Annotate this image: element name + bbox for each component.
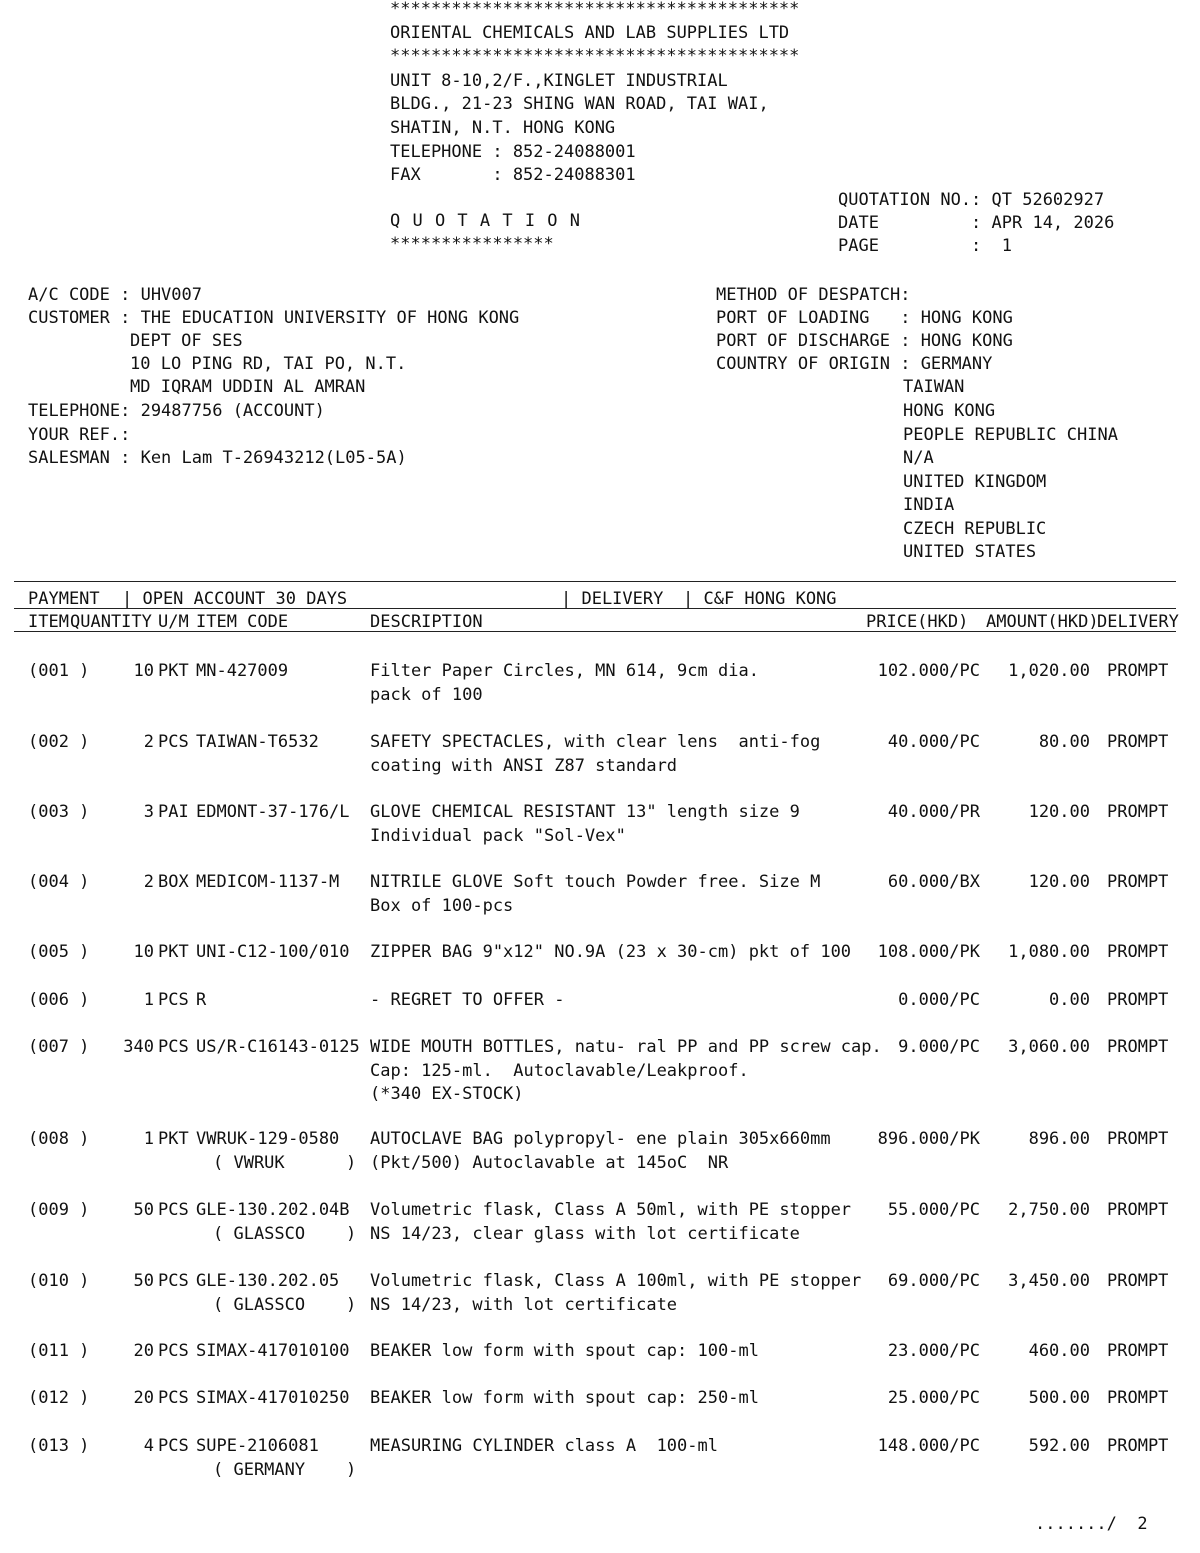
item-number: (012 ) [28, 1388, 90, 1408]
item-description-line: BEAKER low form with spout cap: 250-ml [370, 1388, 759, 1408]
country-origin-item: CZECH REPUBLIC [903, 519, 1047, 539]
item-code: US/R-C16143-0125 [196, 1037, 360, 1057]
country-origin-item: HONG KONG [903, 401, 996, 421]
item-delivery: PROMPT [1107, 732, 1169, 752]
item-um: PKT [158, 1129, 189, 1149]
item-um: PCS [158, 1271, 189, 1291]
col-item: ITEM [28, 612, 69, 632]
document-title: Q U O T A T I O N [390, 211, 581, 231]
item-code: MEDICOM-1137-M [196, 872, 340, 892]
item-description-line: SAFETY SPECTACLES, with clear lens anti-fog [370, 732, 821, 752]
item-code-brand: ( GERMANY ) [213, 1459, 357, 1480]
item-um: PCS [158, 1200, 189, 1220]
col-price: PRICE(HKD) [866, 612, 969, 632]
item-price: 148.000/PC [877, 1436, 980, 1456]
item-amount: 500.00 [1028, 1388, 1090, 1408]
item-number: (011 ) [28, 1341, 90, 1361]
customer-address-line-1: DEPT OF SES [130, 331, 243, 351]
item-quantity: 50 [133, 1200, 154, 1220]
item-price: 896.000/PK [877, 1129, 980, 1149]
quotation-number: QUOTATION NO.: QT 52602927 [838, 190, 1105, 210]
item-description-line: - REGRET TO OFFER - [370, 990, 565, 1010]
item-description-line: Volumetric flask, Class A 100ml, with PE stopper [370, 1271, 862, 1291]
item-quantity: 1 [143, 1129, 154, 1149]
item-delivery: PROMPT [1107, 661, 1169, 681]
item-price: 23.000/PC [887, 1341, 980, 1361]
company-stars-top: **************************************** [390, 0, 800, 19]
country-origin-item: UNITED KINGDOM [903, 472, 1047, 492]
item-number: (010 ) [28, 1271, 90, 1291]
header-bottom-rule [14, 631, 1176, 632]
country-origin-item: UNITED STATES [903, 542, 1037, 562]
item-price: 9.000/PC [898, 1037, 980, 1057]
item-amount: 1,080.00 [1008, 942, 1090, 962]
item-amount: 3,450.00 [1008, 1271, 1090, 1291]
document-title-stars: **************** [390, 234, 554, 254]
port-of-discharge: PORT OF DISCHARGE : HONG KONG [716, 331, 1013, 351]
terms-top-rule [14, 581, 1176, 582]
company-telephone: TELEPHONE : 852-24088001 [390, 142, 636, 162]
country-origin-item: INDIA [903, 495, 955, 515]
item-code-brand: ( GLASSCO ) [213, 1294, 357, 1315]
item-delivery: PROMPT [1107, 802, 1169, 822]
item-code: VWRUK-129-0580 [196, 1129, 340, 1149]
item-number: (001 ) [28, 661, 90, 681]
item-description-line: NITRILE GLOVE Soft touch Powder free. Size M [370, 872, 821, 892]
delivery-label: | DELIVERY [561, 589, 664, 609]
item-code: UNI-C12-100/010 [196, 942, 350, 962]
item-description-line: Box of 100-pcs [370, 895, 514, 916]
continued-marker: ......./ 2 [1035, 1514, 1148, 1534]
method-of-despatch: METHOD OF DESPATCH: [716, 285, 911, 305]
port-of-loading: PORT OF LOADING : HONG KONG [716, 308, 1013, 328]
item-quantity: 340 [123, 1037, 154, 1057]
item-price: 55.000/PC [887, 1200, 980, 1220]
company-fax: FAX : 852-24088301 [390, 165, 636, 185]
item-um: BOX [158, 872, 189, 892]
item-amount: 1,020.00 [1008, 661, 1090, 681]
item-number: (007 ) [28, 1037, 90, 1057]
col-delivery: DELIVERY [1097, 612, 1179, 632]
item-delivery: PROMPT [1107, 1388, 1169, 1408]
item-amount: 2,750.00 [1008, 1200, 1090, 1220]
item-price: 60.000/BX [887, 872, 980, 892]
item-um: PCS [158, 1388, 189, 1408]
item-amount: 0.00 [1049, 990, 1090, 1010]
item-um: PCS [158, 990, 189, 1010]
item-description-line: GLOVE CHEMICAL RESISTANT 13" length size 9 [370, 802, 800, 822]
item-delivery: PROMPT [1107, 1341, 1169, 1361]
item-um: PKT [158, 661, 189, 681]
item-number: (005 ) [28, 942, 90, 962]
item-amount: 120.00 [1028, 802, 1090, 822]
country-origin-item: N/A [903, 448, 934, 468]
item-delivery: PROMPT [1107, 942, 1169, 962]
item-delivery: PROMPT [1107, 1436, 1169, 1456]
item-code: MN-427009 [196, 661, 289, 681]
item-amount: 592.00 [1028, 1436, 1090, 1456]
quotation-page: PAGE : 1 [838, 236, 1012, 256]
item-quantity: 10 [133, 942, 154, 962]
customer-address-line-2: 10 LO PING RD, TAI PO, N.T. [130, 354, 407, 374]
col-amount: AMOUNT(HKD) [986, 612, 1099, 632]
item-number: (006 ) [28, 990, 90, 1010]
ac-code: A/C CODE : UHV007 [28, 285, 202, 305]
item-code: SIMAX-417010250 [196, 1388, 350, 1408]
item-number: (013 ) [28, 1436, 90, 1456]
item-um: PCS [158, 1341, 189, 1361]
item-description-line: ZIPPER BAG 9"x12" NO.9A (23 x 30-cm) pkt of 100 [370, 942, 852, 962]
company-address-line-2: BLDG., 21-23 SHING WAN ROAD, TAI WAI, [390, 94, 769, 114]
item-delivery: PROMPT [1107, 1129, 1169, 1149]
company-address-line-1: UNIT 8-10,2/F.,KINGLET INDUSTRIAL [390, 71, 728, 91]
item-code: R [196, 990, 207, 1010]
item-amount: 896.00 [1028, 1129, 1090, 1149]
item-price: 0.000/PC [898, 990, 980, 1010]
item-quantity: 2 [143, 872, 154, 892]
item-description-line: AUTOCLAVE BAG polypropyl- ene plain 305x660mm [370, 1129, 831, 1149]
item-delivery: PROMPT [1107, 872, 1169, 892]
item-code: SIMAX-417010100 [196, 1341, 350, 1361]
item-quantity: 50 [133, 1271, 154, 1291]
item-description-line: (Pkt/500) Autoclavable at 145oC NR [370, 1152, 729, 1173]
item-quantity: 1 [143, 990, 154, 1010]
item-description-line: WIDE MOUTH BOTTLES, natu- ral PP and PP screw cap. [370, 1037, 882, 1057]
item-um: PKT [158, 942, 189, 962]
item-code: GLE-130.202.04B [196, 1200, 350, 1220]
item-quantity: 3 [143, 802, 154, 822]
item-code-brand: ( VWRUK ) [213, 1152, 357, 1173]
col-item-code: ITEM CODE [196, 612, 289, 632]
item-amount: 80.00 [1038, 732, 1090, 752]
col-quantity: QUANTITY [70, 612, 152, 632]
item-code: TAIWAN-T6532 [196, 732, 319, 752]
item-delivery: PROMPT [1107, 990, 1169, 1010]
item-amount: 3,060.00 [1008, 1037, 1090, 1057]
country-origin-item: TAIWAN [903, 377, 965, 397]
your-ref: YOUR REF.: [28, 425, 131, 445]
item-code: EDMONT-37-176/L [196, 802, 350, 822]
item-code-brand: ( GLASSCO ) [213, 1223, 357, 1244]
customer-address-line-3: MD IQRAM UDDIN AL AMRAN [130, 377, 366, 397]
item-description-line: Filter Paper Circles, MN 614, 9cm dia. [370, 661, 759, 681]
quotation-date: DATE : APR 14, 2026 [838, 213, 1115, 233]
item-amount: 460.00 [1028, 1341, 1090, 1361]
item-um: PCS [158, 1436, 189, 1456]
customer-telephone: TELEPHONE: 29487756 (ACCOUNT) [28, 401, 325, 421]
col-um: U/M [158, 612, 189, 632]
item-delivery: PROMPT [1107, 1271, 1169, 1291]
item-description-line: MEASURING CYLINDER class A 100-ml [370, 1436, 718, 1456]
item-price: 40.000/PC [887, 732, 980, 752]
item-quantity: 4 [143, 1436, 154, 1456]
item-description-line: coating with ANSI Z87 standard [370, 755, 678, 776]
item-amount: 120.00 [1028, 872, 1090, 892]
item-um: PCS [158, 1037, 189, 1057]
item-number: (002 ) [28, 732, 90, 752]
item-price: 40.000/PR [887, 802, 980, 822]
item-quantity: 2 [143, 732, 154, 752]
item-description-line: NS 14/23, with lot certificate [370, 1294, 678, 1315]
item-quantity: 20 [133, 1388, 154, 1408]
item-number: (004 ) [28, 872, 90, 892]
item-description-line: NS 14/23, clear glass with lot certificate [370, 1223, 800, 1244]
salesman: SALESMAN : Ken Lam T-26943212(L05-5A) [28, 448, 407, 468]
item-quantity: 20 [133, 1341, 154, 1361]
customer-name: CUSTOMER : THE EDUCATION UNIVERSITY OF HONG KONG [28, 308, 520, 328]
item-delivery: PROMPT [1107, 1037, 1169, 1057]
item-price: 108.000/PK [877, 942, 980, 962]
item-description-line: (*340 EX-STOCK) [370, 1084, 524, 1104]
item-price: 102.000/PC [877, 661, 980, 681]
company-address-line-3: SHATIN, N.T. HONG KONG [390, 118, 616, 138]
item-um: PCS [158, 732, 189, 752]
item-number: (008 ) [28, 1129, 90, 1149]
company-name: ORIENTAL CHEMICALS AND LAB SUPPLIES LTD [390, 23, 790, 43]
item-number: (003 ) [28, 802, 90, 822]
item-description-line: Volumetric flask, Class A 50ml, with PE stopper [370, 1200, 852, 1220]
item-quantity: 10 [133, 661, 154, 681]
item-code: SUPE-2106081 [196, 1436, 319, 1456]
payment-label: PAYMENT [28, 589, 100, 609]
item-number: (009 ) [28, 1200, 90, 1220]
item-description-line: BEAKER low form with spout cap: 100-ml [370, 1341, 759, 1361]
item-um: PAI [158, 802, 189, 822]
company-stars-bottom: **************************************** [390, 46, 800, 66]
item-description-line: Individual pack "Sol-Vex" [370, 825, 626, 846]
payment-value: | OPEN ACCOUNT 30 DAYS [122, 589, 348, 609]
item-description-line: pack of 100 [370, 684, 483, 705]
item-delivery: PROMPT [1107, 1200, 1169, 1220]
item-description-line: Cap: 125-ml. Autoclavable/Leakproof. [370, 1060, 749, 1081]
item-price: 69.000/PC [887, 1271, 980, 1291]
col-description: DESCRIPTION [370, 612, 483, 632]
item-code: GLE-130.202.05 [196, 1271, 340, 1291]
country-origin-item: PEOPLE REPUBLIC CHINA [903, 425, 1118, 445]
country-of-origin: COUNTRY OF ORIGIN : GERMANY [716, 354, 993, 374]
delivery-value: | C&F HONG KONG [683, 589, 837, 609]
item-price: 25.000/PC [887, 1388, 980, 1408]
terms-bottom-rule [14, 608, 1176, 609]
